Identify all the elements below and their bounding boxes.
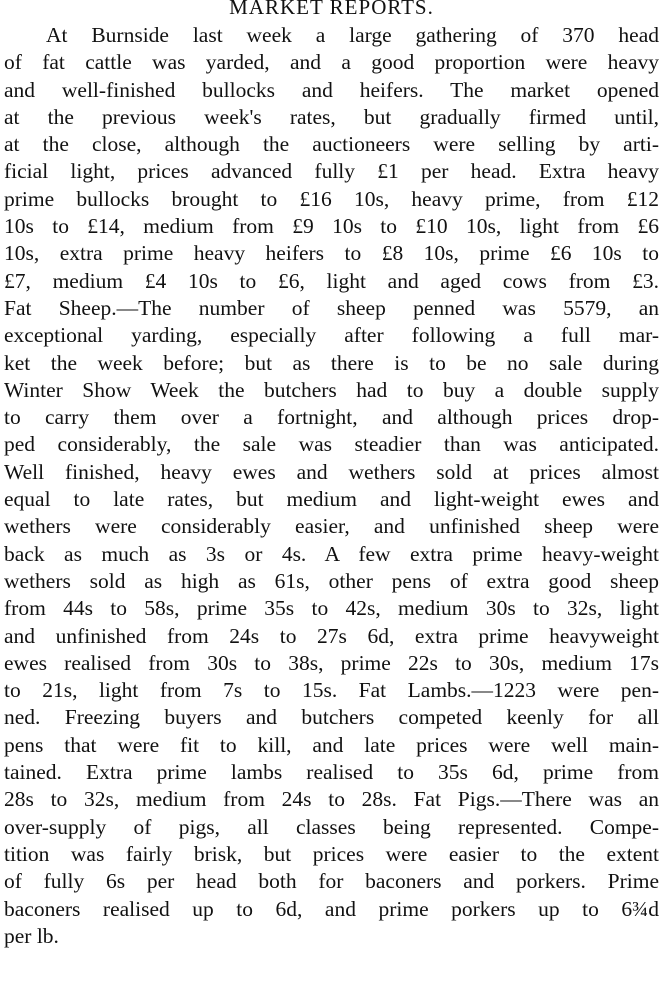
article-line: of fully 6s per head both for baconers and porkers. Prime <box>4 869 659 894</box>
article-line: and unfinished from 24s to 27s 6d, extra prime heavyweight <box>4 623 659 648</box>
article-line: 28s to 32s, medium from 24s to 28s. Fat Pigs.—There was an <box>4 787 659 812</box>
article-line: ket the week before; but as there is to be no sale during <box>4 350 659 375</box>
article-line: ficial light, prices advanced fully £1 per head. Extra heavy <box>4 159 659 184</box>
article-line: baconers realised up to 6d, and prime porkers up to 6¾d <box>4 896 659 921</box>
article-line: exceptional yarding, especially after following a full mar- <box>4 323 659 348</box>
article-line: to carry them over a fortnight, and although prices drop- <box>4 405 659 430</box>
article-line: to 21s, light from 7s to 15s. Fat Lambs.—1223 were pen- <box>4 678 659 703</box>
article-line: back as much as 3s or 4s. A few extra prime heavy-weight <box>4 541 659 566</box>
article-line: Well finished, heavy ewes and wethers sold at prices almost <box>4 459 659 484</box>
article-line: Winter Show Week the butchers had to buy a double supply <box>4 377 659 402</box>
article-line: 10s, extra prime heavy heifers to £8 10s, prime £6 10s to <box>4 241 659 266</box>
article-headline: MARKET REPORTS. <box>229 0 434 19</box>
article-line: over-supply of pigs, all classes being represented. Compe- <box>4 814 659 839</box>
article-line: Fat Sheep.—The number of sheep penned was 5579, an <box>4 295 659 320</box>
article-line: tition was fairly brisk, but prices were easier to the extent <box>4 841 659 866</box>
article-line: tained. Extra prime lambs realised to 35s 6d, prime from <box>4 760 659 785</box>
article-line: from 44s to 58s, prime 35s to 42s, medium 30s to 32s, light <box>4 596 659 621</box>
market-reports-article <box>4 0 659 950</box>
article-line: per lb. <box>4 923 59 948</box>
article-line: of fat cattle was yarded, and a good proportion were heavy <box>4 50 659 75</box>
article-line: ned. Freezing buyers and butchers competed keenly for all <box>4 705 659 730</box>
article-body <box>4 22 659 950</box>
article-line: and well-finished bullocks and heifers. The market opened <box>4 77 659 102</box>
article-line: at the previous week's rates, but gradually firmed until, <box>4 104 659 129</box>
article-line: pens that were fit to kill, and late prices were well main- <box>4 732 659 757</box>
article-line: wethers were considerably easier, and unfinished sheep were <box>4 514 659 539</box>
article-line: prime bullocks brought to £16 10s, heavy prime, from £12 <box>4 186 659 211</box>
article-line: At Burnside last week a large gathering of 370 head <box>46 23 659 47</box>
article-line: ped considerably, the sale was steadier than was anticipated. <box>4 432 659 457</box>
article-line: ewes realised from 30s to 38s, prime 22s to 30s, medium 17s <box>4 650 659 675</box>
article-line: equal to late rates, but medium and light-weight ewes and <box>4 487 659 512</box>
article-line: £7, medium £4 10s to £6, light and aged cows from £3. <box>4 268 659 293</box>
article-line: wethers sold as high as 61s, other pens of extra good sheep <box>4 568 659 593</box>
article-line: at the close, although the auctioneers were selling by arti- <box>4 132 659 157</box>
article-line: 10s to £14, medium from £9 10s to £10 10s, light from £6 <box>4 214 659 239</box>
